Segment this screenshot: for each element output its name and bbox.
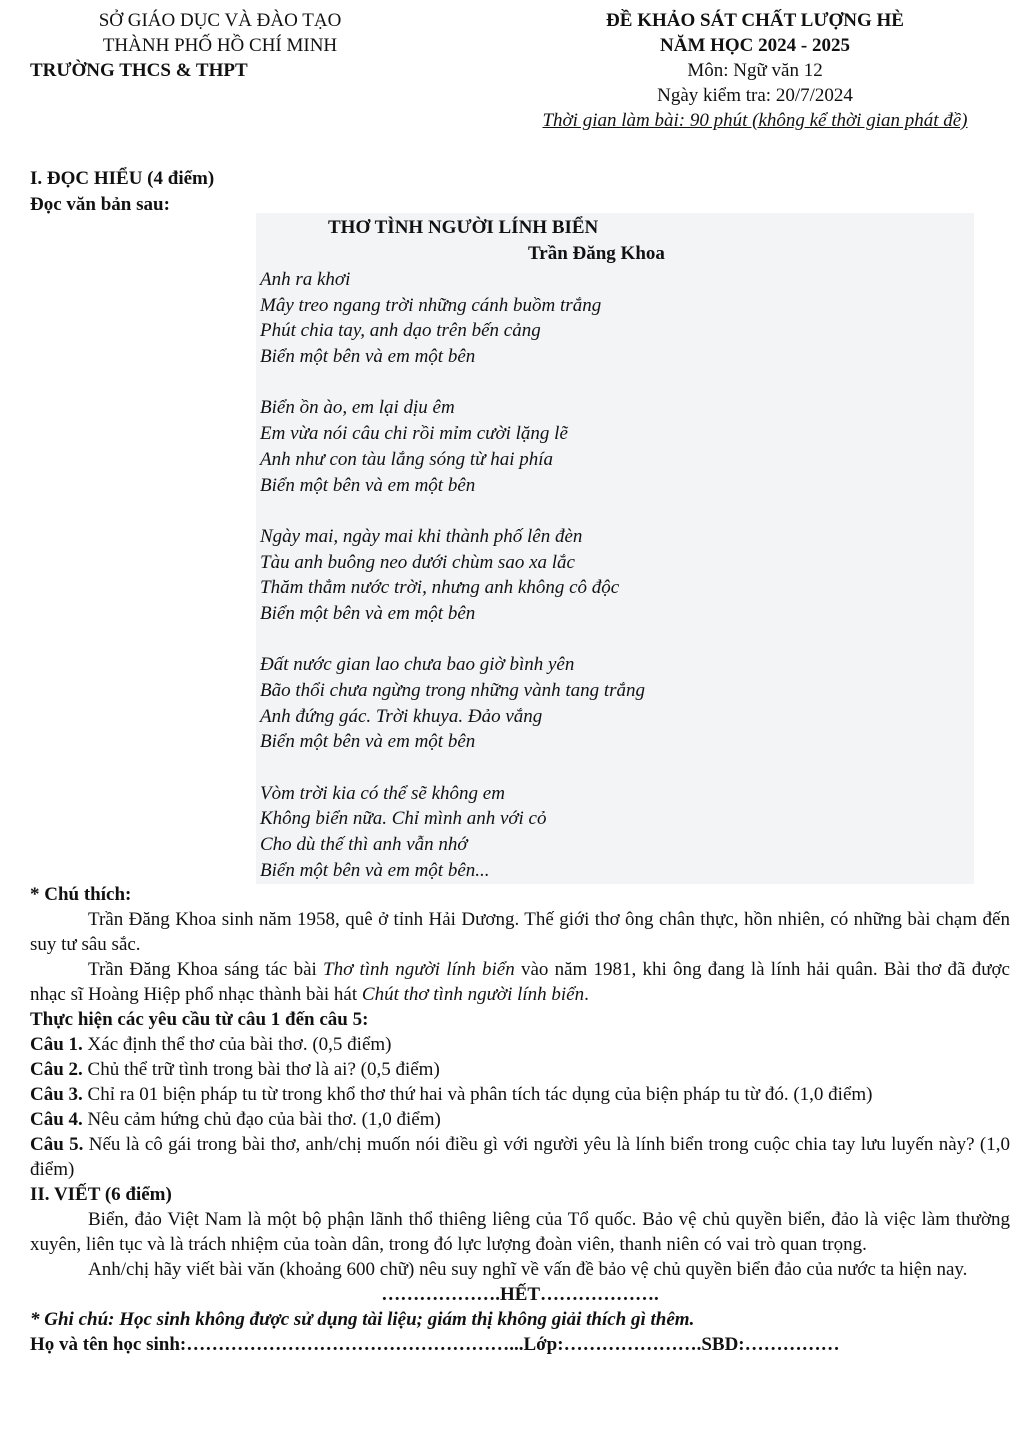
- poem-box: [256, 213, 974, 884]
- question-text: Nếu là cô gái trong bài thơ, anh/chị muốn nói điều gì với người yêu là lính biển trong cuộc chia tay lưu luyến này? (1,0 điểm): [30, 1134, 1010, 1180]
- question-text: Nêu cảm hứng chủ đạo của bài thơ. (1,0 điểm): [82, 1109, 441, 1130]
- exam-date: Ngày kiểm tra: 20/7/2024: [657, 85, 853, 106]
- stanza-gap: [260, 498, 645, 524]
- end-marker: ……………….HẾT……………….: [381, 1284, 659, 1305]
- question-label: Câu 1.: [30, 1034, 83, 1055]
- question-1: [30, 1032, 1010, 1057]
- question-3: [30, 1082, 1010, 1107]
- section1-intro: Đọc văn bản sau:: [30, 194, 170, 215]
- exam-duration: Thời gian làm bài: 90 phút (không kể thời gian phát đề): [542, 110, 968, 131]
- poem-line: Biển một bên và em một bên: [260, 474, 476, 496]
- poem-line: Biển một bên và em một bên: [260, 602, 476, 624]
- section2-heading: II. VIẾT (6 điểm): [30, 1184, 172, 1205]
- question-label: Câu 5.: [30, 1134, 84, 1155]
- subject: Môn: Ngữ văn 12: [687, 60, 823, 81]
- stanza-gap: [260, 755, 645, 781]
- exam-body: [30, 882, 1010, 1357]
- poem-author: Trần Đăng Khoa: [528, 243, 665, 264]
- question-label: Câu 4.: [30, 1109, 83, 1130]
- city-name: THÀNH PHỐ HỒ CHÍ MINH: [102, 35, 338, 56]
- header-right: [500, 8, 1010, 133]
- poem-line: Không biển nữa. Chỉ mình anh với cỏ: [260, 808, 547, 830]
- stanza-gap: [260, 370, 645, 396]
- poem-lines: [260, 267, 645, 884]
- questions-heading: Thực hiện các yêu cầu từ câu 1 đến câu 5:: [30, 1009, 369, 1030]
- poem-line: Anh đứng gác. Trời khuya. Đảo vắng: [260, 705, 543, 727]
- question-text: Chỉ ra 01 biện pháp tu từ trong khổ thơ thứ hai và phân tích tác dụng của biện pháp tu từ đó. (1,0 điểm): [82, 1084, 873, 1105]
- student-info-line: Họ và tên học sinh:……………………………………………...Lớp:………………….SBD:……………: [30, 1334, 840, 1355]
- poem-line: Mây treo ngang trời những cánh buồm trắng: [260, 294, 602, 316]
- note-paragraph-2: [30, 957, 1010, 1007]
- poem-line: Thăm thẳm nước trời, nhưng anh không cô độc: [260, 577, 620, 599]
- school-year: NĂM HỌC 2024 - 2025: [660, 35, 850, 56]
- section2-paragraph-2: Anh/chị hãy viết bài văn (khoảng 600 chữ) nêu suy nghĩ về vấn đề bảo vệ chủ quyền biển đảo của nước ta hiện nay.: [88, 1259, 968, 1280]
- poem-title: THƠ TÌNH NGƯỜI LÍNH BIỂN: [328, 217, 599, 238]
- question-5: [30, 1132, 1010, 1182]
- note-paragraph-1: Trần Đăng Khoa sinh năm 1958, quê ở tỉnh Hải Dương. Thế giới thơ ông chân thực, hồn nhiên, có những bài chạm đến suy tư sâu sắc.: [30, 909, 1010, 955]
- poem-line: Đất nước gian lao chưa bao giờ bình yên: [260, 654, 575, 676]
- note-text: vào năm 1981, khi ông đang là lính hải quân. Bài thơ đã được nhạc sĩ Hoàng Hiệp phổ nhạc thành bài hát: [30, 959, 1010, 1005]
- note-text: .: [584, 984, 589, 1005]
- poem-line: Bão thổi chưa ngừng trong những vành tang trắng: [260, 680, 646, 701]
- poem-line: Phút chia tay, anh dạo trên bến cảng: [260, 320, 541, 342]
- poem-line: Biển ồn ào, em lại dịu êm: [260, 397, 455, 419]
- notes-heading: * Chú thích:: [30, 884, 132, 905]
- department-name: SỞ GIÁO DỤC VÀ ĐÀO TẠO: [98, 10, 342, 31]
- poem-line: Biển một bên và em một bên...: [260, 859, 490, 881]
- question-4: [30, 1107, 1010, 1132]
- question-text: Chủ thể trữ tình trong bài thơ là ai? (0,5 điểm): [82, 1059, 440, 1080]
- note-text: Trần Đăng Khoa sáng tác bài: [88, 959, 324, 980]
- question-label: Câu 2.: [30, 1059, 83, 1080]
- stanza-gap: [260, 627, 645, 653]
- poem-line: Biển một bên và em một bên: [260, 731, 476, 753]
- poem-line: Anh ra khơi: [260, 269, 351, 290]
- poem-line: Em vừa nói câu chi rồi mỉm cười lặng lẽ: [260, 423, 568, 445]
- poem-line: Vòm trời kia có thể sẽ không em: [260, 782, 505, 804]
- poem-line: Tàu anh buông neo dưới chùm sao xa lắc: [260, 551, 575, 573]
- song-title-ref: Chút thơ tình người lính biển: [361, 984, 585, 1005]
- footer-note: * Ghi chú: Học sinh không được sử dụng tài liệu; giám thị không giải thích gì thêm.: [30, 1309, 695, 1330]
- question-label: Câu 3.: [30, 1084, 83, 1105]
- poem-line: Biển một bên và em một bên: [260, 346, 476, 368]
- section1-heading: I. ĐỌC HIỂU (4 điểm): [30, 168, 215, 189]
- poem-line: Cho dù thế thì anh vẫn nhớ: [260, 834, 468, 856]
- question-2: [30, 1057, 1010, 1082]
- poem-line: Anh như con tàu lắng sóng từ hai phía: [260, 448, 554, 470]
- section2-paragraph-1: Biển, đảo Việt Nam là một bộ phận lãnh thổ thiêng liêng của Tổ quốc. Bảo vệ chủ quyền biển, đảo là việc làm thường xuyên, liên tục và là trách nhiệm của toàn dân, trong đó lực lượng đoàn viên, thanh niên có vai trò quan trọng.: [30, 1209, 1010, 1255]
- exam-title: ĐỀ KHẢO SÁT CHẤT LƯỢNG HÈ: [606, 10, 904, 31]
- poem-line: Ngày mai, ngày mai khi thành phố lên đèn: [260, 525, 583, 547]
- header-left: [30, 8, 410, 83]
- school-name: TRƯỜNG THCS & THPT: [30, 60, 248, 81]
- poem-title-ref: Thơ tình người lính biển: [323, 959, 515, 980]
- question-text: Xác định thể thơ của bài thơ. (0,5 điểm): [82, 1034, 392, 1055]
